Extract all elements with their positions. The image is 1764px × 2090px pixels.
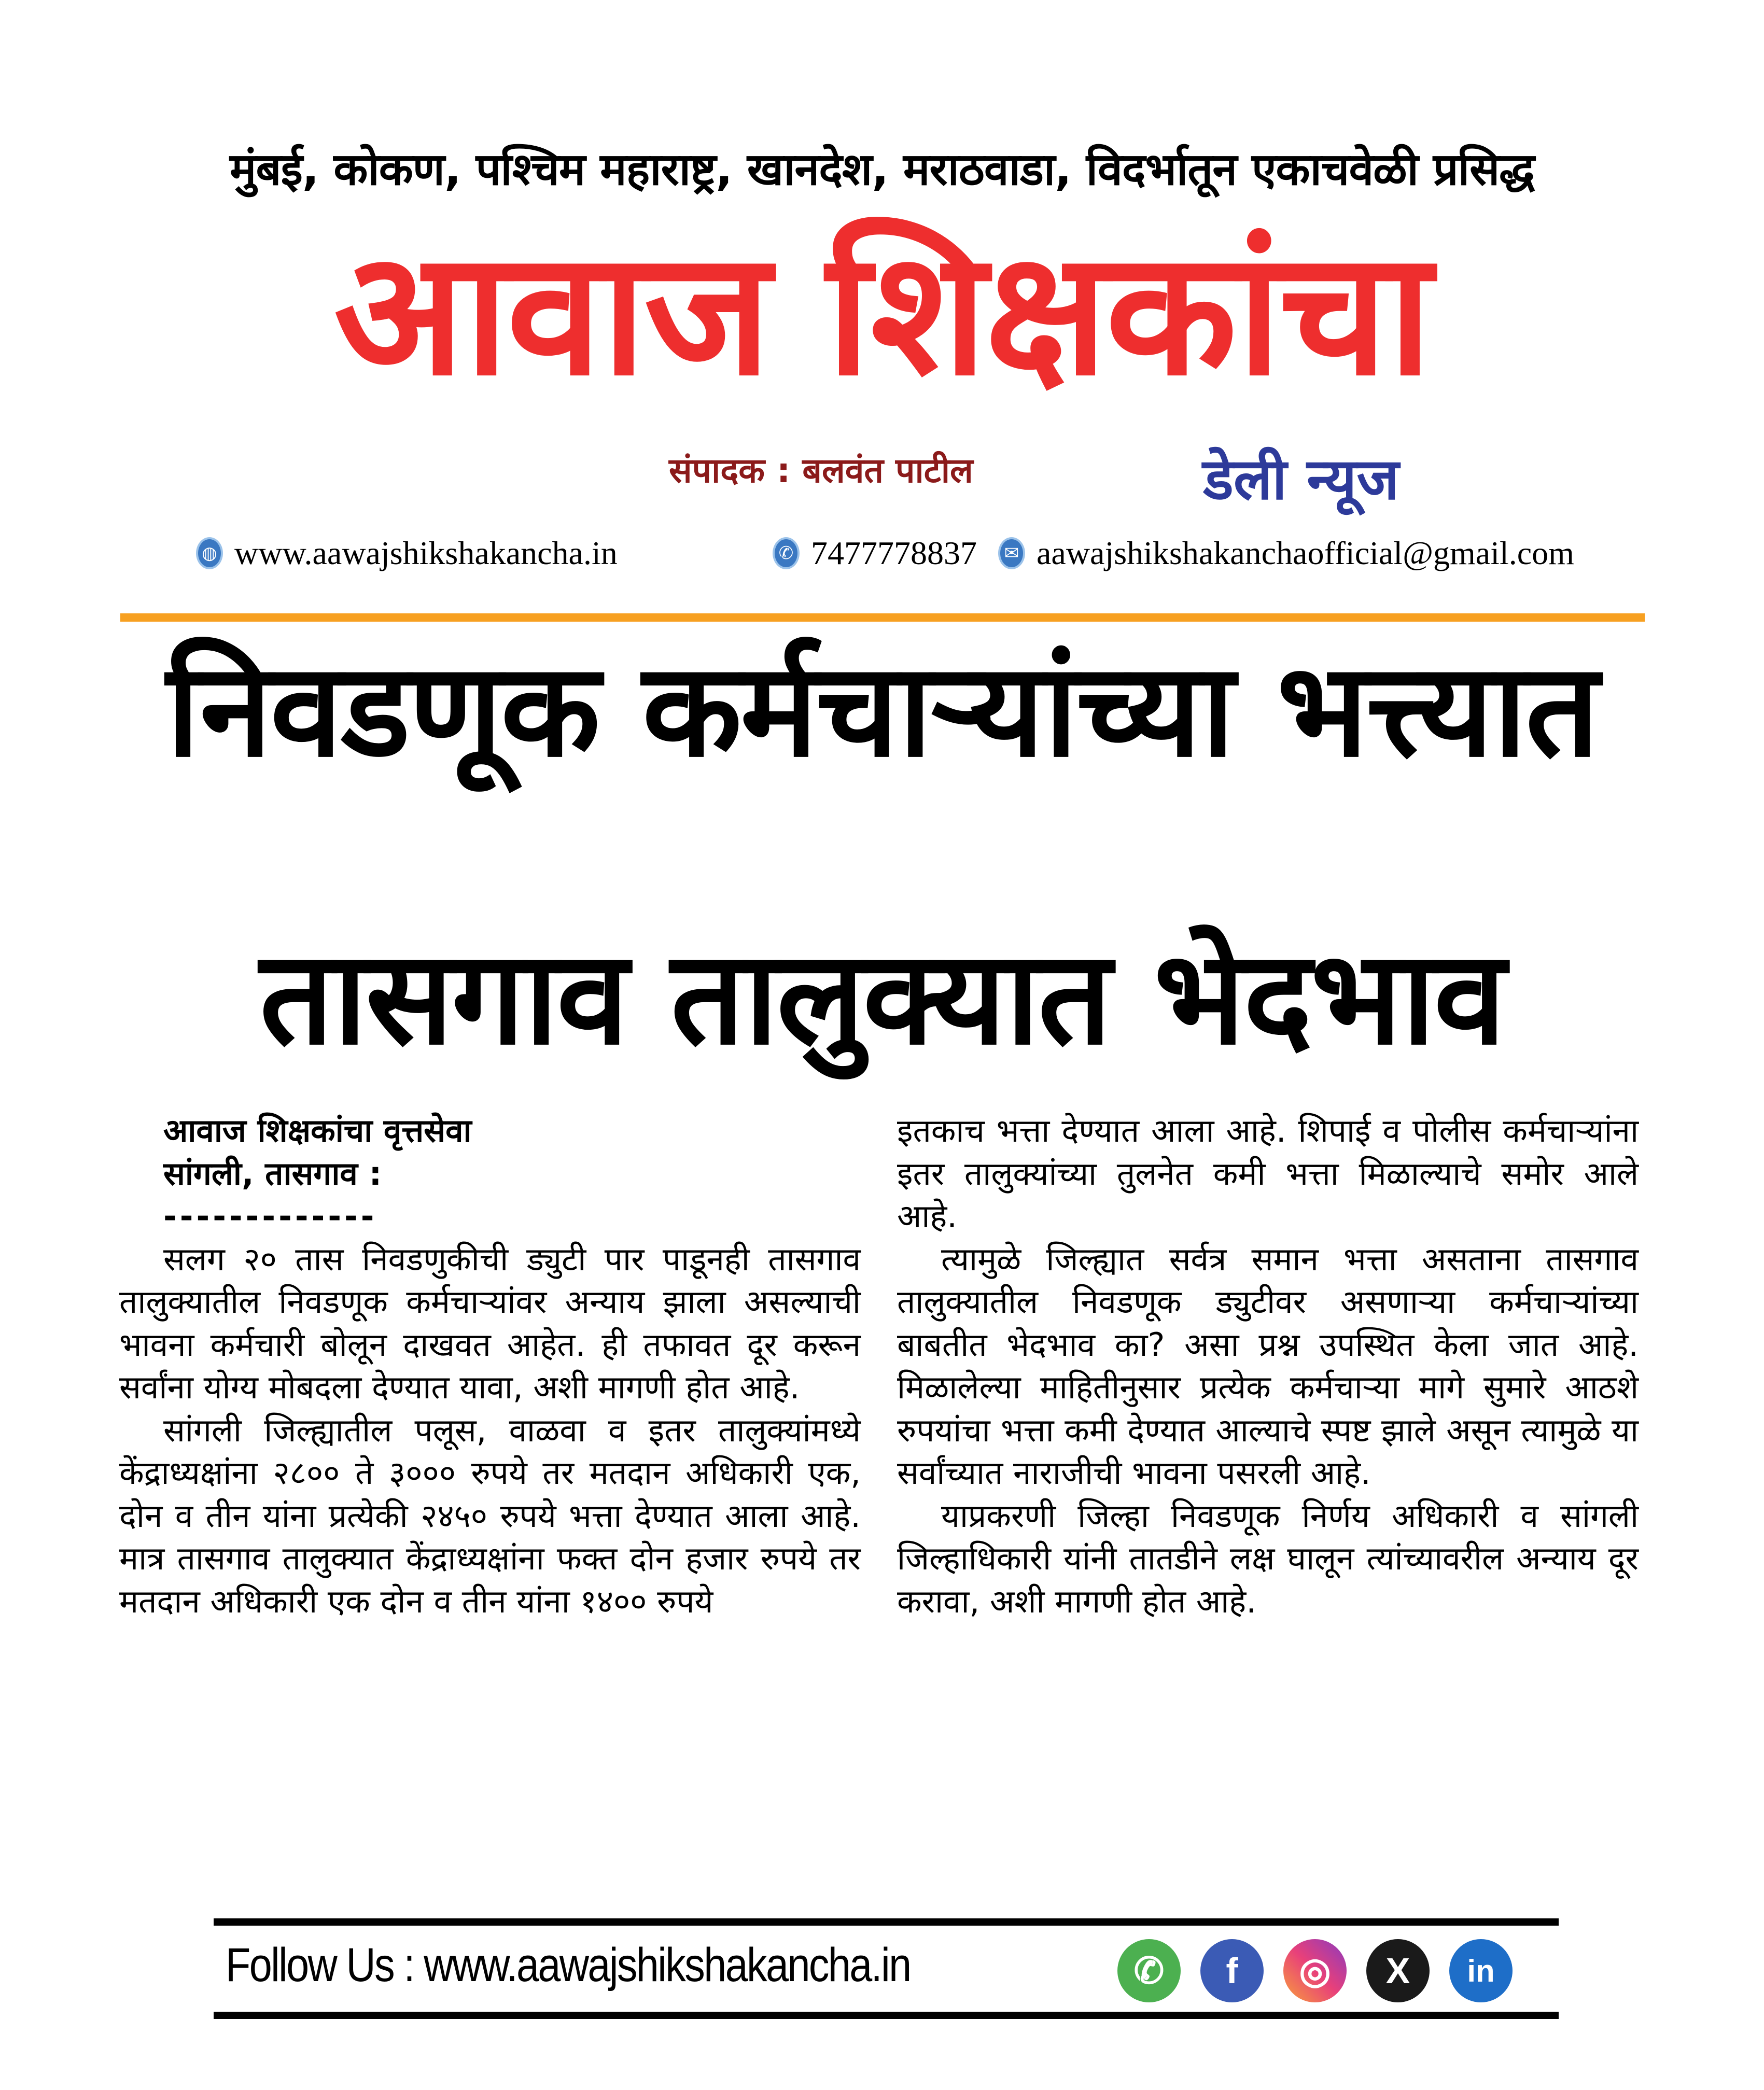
byline-separator: ------------- [163, 1197, 377, 1235]
follow-us-text[interactable]: Follow Us : www.aawajshikshakancha.in [226, 1939, 911, 1991]
website-contact[interactable] [196, 534, 618, 572]
contact-bar [0, 534, 1764, 581]
headline-line-1: निवडणूक कर्मचाऱ्यांच्या भत्त्यात [166, 635, 1598, 785]
social-links [1117, 1939, 1513, 2002]
phone-icon: ✆ [773, 537, 800, 569]
x-twitter-icon[interactable]: X [1366, 1939, 1430, 2002]
headline-line-2: तासगाव तालुक्यात भेदभाव [259, 922, 1505, 1073]
masthead-title: आवाज शिक्षकांचा [333, 214, 1431, 413]
tagline: मुंबई, कोकण, पश्चिम महाराष्ट्र, खानदेश, मराठवाडा, विदर्भातून एकाचवेळी प्रसिद्ध [230, 144, 1534, 195]
website-link[interactable]: www.aawajshikshakancha.in [234, 535, 618, 571]
byline-source: आवाज शिक्षकांचा वृत्तसेवा [163, 1112, 472, 1149]
byline-place: सांगली, तासगाव : [163, 1154, 382, 1193]
linkedin-icon[interactable]: in [1449, 1939, 1513, 2002]
article-paragraph: त्यामुळे जिल्ह्यात सर्वत्र समान भत्ता असताना तासगाव तालुक्यातील निवडणूक ड्युटीवर असणाऱ्या कर्मचाऱ्यांच्या बाबतीत भेदभाव का? असा प्रश्न उपस्थित केला जात आहे. मिळालेल्या माहितीनुसार प्रत्येक कर्मचाऱ्या मागे सुमारे आठशे रुपयांचा भत्ता कमी देण्यात आल्याचे स्पष्ट झाले असून त्यामुळे या सर्वांच्यात नाराजीची भावना पसरली आहे. [897, 1240, 1639, 1492]
article-paragraph: याप्रकरणी जिल्हा निवडणूक निर्णय अधिकारी व सांगली जिल्हाधिकारी यांनी तातडीने लक्ष घालून त्यांच्यावरील अन्याय दूर करावा, अशी मागणी होत आहे. [897, 1496, 1639, 1620]
editor-credit: संपादक : बलवंत पाटील [669, 451, 973, 490]
phone-contact[interactable] [773, 534, 977, 572]
article-column-right [897, 1110, 1639, 1623]
article-paragraph: इतकाच भत्ता देण्यात आला आहे. शिपाई व पोलीस कर्मचाऱ्यांना इतर तालुक्यांच्या तुलनेत कमी भत्ता मिळाल्याचे समोर आले आहे. [897, 1112, 1639, 1235]
globe-icon: ◍ [196, 537, 223, 569]
edition-label: डेली न्यूज [1203, 446, 1399, 512]
instagram-icon[interactable]: ◎ [1283, 1939, 1347, 2002]
facebook-icon[interactable]: f [1200, 1939, 1264, 2002]
whatsapp-icon[interactable]: ✆ [1117, 1939, 1181, 2002]
article-column-left [119, 1110, 861, 1623]
header-divider [120, 613, 1645, 622]
article-paragraph: सलग २० तास निवडणुकीची ड्युटी पार पाडूनही तासगाव तालुक्यातील निवडणूक कर्मचाऱ्यांवर अन्याय झाला असल्याची भावना कर्मचारी बोलून दाखवत आहेत. ही तफावत दूर करून सर्वांना योग्य मोबदला देण्यात यावा, अशी मागणी होत आहे. [119, 1240, 861, 1406]
article-paragraph: सांगली जिल्ह्यातील पलूस, वाळवा व इतर तालुक्यांमध्ये केंद्राध्यक्षांना २८०० ते ३००० रुपये तर मतदान अधिकारी एक, दोन व तीन यांना प्रत्येकी २४५० रुपये भत्ता देण्यात आला आहे. मात्र तासगाव तालुक्यात केंद्राध्यक्षांना फक्त दोन हजार रुपये तर मतदान अधिकारी एक दोन व तीन यांना १४०० रुपये [119, 1411, 861, 1620]
footer-divider-top [214, 1918, 1559, 1926]
email-link[interactable]: aawajshikshakanchaofficial@gmail.com [1037, 535, 1574, 571]
footer-divider-bottom [214, 2012, 1559, 2019]
phone-number[interactable]: 7477778837 [811, 535, 977, 571]
mail-icon: ✉ [998, 537, 1025, 569]
email-contact[interactable] [998, 534, 1574, 572]
